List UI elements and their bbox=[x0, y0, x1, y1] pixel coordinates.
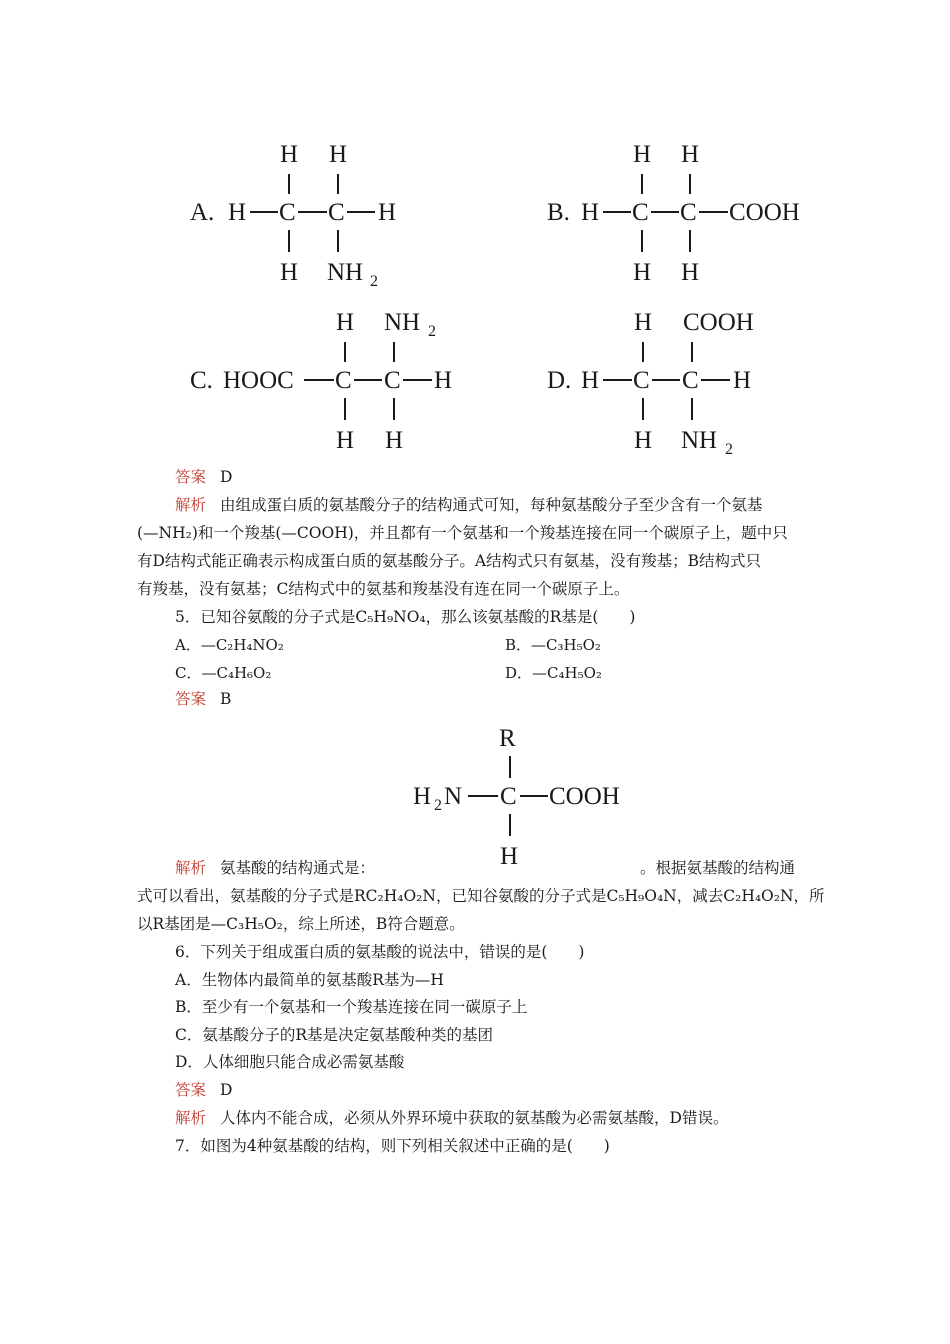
q4-answer bbox=[175, 467, 855, 487]
answer-value: D bbox=[220, 468, 233, 486]
q6-option-a: A．生物体内最简单的氨基酸R基为—H bbox=[175, 971, 444, 989]
atom: C bbox=[279, 199, 296, 226]
atom: H bbox=[633, 259, 652, 286]
atom: H bbox=[385, 427, 404, 454]
atom: C bbox=[328, 199, 345, 226]
q6-analysis bbox=[175, 1108, 855, 1128]
option-letter: A. bbox=[190, 199, 215, 226]
atom: H bbox=[633, 141, 652, 168]
q6-option-d: D．人体细胞只能合成必需氨基酸 bbox=[175, 1053, 405, 1071]
q4-analysis-line-2: (—NH₂)和一个羧基(—COOH)，并且都有一个氨基和一个羧基连接在同一个碳原子上，题中只 bbox=[137, 524, 788, 542]
q7-stem: 7．如图为4种氨基酸的结构，则下列相关叙述中正确的是( ) bbox=[175, 1137, 610, 1155]
analysis-text: 氨基酸的结构通式是： bbox=[220, 859, 376, 877]
atom: C bbox=[632, 199, 649, 226]
option-letter: B. bbox=[547, 199, 570, 226]
atom: C bbox=[335, 367, 352, 394]
q5-answer bbox=[175, 689, 855, 709]
analysis-label: 解析 bbox=[175, 859, 207, 877]
atom: H bbox=[581, 199, 600, 226]
atom: H bbox=[413, 783, 432, 810]
atom: C bbox=[384, 367, 401, 394]
atom: H bbox=[634, 309, 653, 336]
answer-value: B bbox=[220, 690, 232, 708]
subscript: 2 bbox=[370, 273, 378, 290]
q5-analysis-line-2: 式可以看出，氨基酸的分子式是RC₂H₄O₂N，已知谷氨酸的分子式是C₅H₉O₄N，减去C₂H₄O₂N，所 bbox=[137, 887, 825, 905]
q6-option-c: C．氨基酸分子的R基是决定氨基酸种类的基团 bbox=[175, 1026, 494, 1044]
atom: C bbox=[682, 367, 699, 394]
atom: COOH bbox=[549, 783, 620, 810]
atom: H bbox=[280, 141, 299, 168]
atom: H bbox=[733, 367, 752, 394]
answer-label: 答案 bbox=[175, 1081, 207, 1099]
atom: C bbox=[680, 199, 697, 226]
atom: H bbox=[280, 259, 299, 286]
subscript: 2 bbox=[434, 797, 442, 814]
answer-value: D bbox=[220, 1081, 233, 1099]
atom: COOH bbox=[683, 309, 754, 336]
atom: H bbox=[336, 427, 355, 454]
atom: H bbox=[634, 427, 653, 454]
atom: H bbox=[228, 199, 247, 226]
analysis-text: 人体内不能合成，必须从外界环境中获取的氨基酸为必需氨基酸，D错误。 bbox=[220, 1109, 729, 1127]
q5-option-c: C．—C₄H₆O₂ bbox=[175, 664, 272, 682]
atom: H bbox=[681, 141, 700, 168]
atom: R bbox=[499, 725, 516, 752]
q4-analysis-line-3: 有D结构式能正确表示构成蛋白质的氨基酸分子。A结构式只有氨基，没有羧基；B结构式只 bbox=[137, 552, 762, 570]
q5-analysis-line-1-end: 。根据氨基酸的结构通 bbox=[640, 859, 796, 877]
analysis-label: 解析 bbox=[175, 1109, 207, 1127]
structure-option-b bbox=[545, 138, 825, 288]
atom: NH bbox=[327, 259, 364, 286]
atom: H bbox=[336, 309, 355, 336]
atom: NH bbox=[681, 427, 718, 454]
atom: HOOC bbox=[223, 367, 294, 394]
q5-option-d: D．—C₄H₅O₂ bbox=[505, 664, 602, 682]
atom: H bbox=[329, 141, 348, 168]
answer-label: 答案 bbox=[175, 690, 207, 708]
structure-option-d bbox=[545, 306, 785, 456]
atom: C bbox=[500, 783, 517, 810]
subscript: 2 bbox=[428, 323, 436, 340]
atom: C bbox=[633, 367, 650, 394]
q5-stem: 5．已知谷氨酸的分子式是C₅H₉NO₄，那么该氨基酸的R基是( ) bbox=[175, 608, 636, 626]
structure-option-c bbox=[188, 306, 478, 456]
answer-label: 答案 bbox=[175, 468, 207, 486]
atom: N bbox=[444, 783, 463, 810]
subscript: 2 bbox=[725, 441, 733, 458]
option-letter: D. bbox=[547, 367, 572, 394]
option-letter: C. bbox=[190, 367, 213, 394]
q6-answer bbox=[175, 1080, 855, 1100]
analysis-text: 由组成蛋白质的氨基酸分子的结构通式可知，每种氨基酸分子至少含有一个氨基 bbox=[220, 496, 763, 514]
q4-analysis-line-1 bbox=[175, 495, 855, 515]
atom: COOH bbox=[729, 199, 800, 226]
q4-analysis-line-4: 有羧基，没有氨基；C结构式中的氨基和羧基没有连在同一个碳原子上。 bbox=[137, 580, 630, 598]
atom: H bbox=[581, 367, 600, 394]
atom: H bbox=[681, 259, 700, 286]
atom: NH bbox=[384, 309, 421, 336]
amino-acid-general-formula bbox=[410, 722, 650, 872]
analysis-label: 解析 bbox=[175, 496, 207, 514]
q5-option-a: A．—C₂H₄NO₂ bbox=[175, 636, 284, 654]
atom: H bbox=[434, 367, 453, 394]
q6-stem: 6．下列关于组成蛋白质的氨基酸的说法中，错误的是( ) bbox=[175, 943, 585, 961]
q6-option-b: B．至少有一个氨基和一个羧基连接在同一碳原子上 bbox=[175, 998, 528, 1016]
q5-analysis-line-3: 以R基团是—C₃H₅O₂，综上所述，B符合题意。 bbox=[137, 915, 465, 933]
structure-option-a bbox=[188, 138, 428, 288]
atom: H bbox=[378, 199, 397, 226]
q5-option-b: B．—C₃H₅O₂ bbox=[505, 636, 601, 654]
atom: H bbox=[500, 843, 519, 870]
